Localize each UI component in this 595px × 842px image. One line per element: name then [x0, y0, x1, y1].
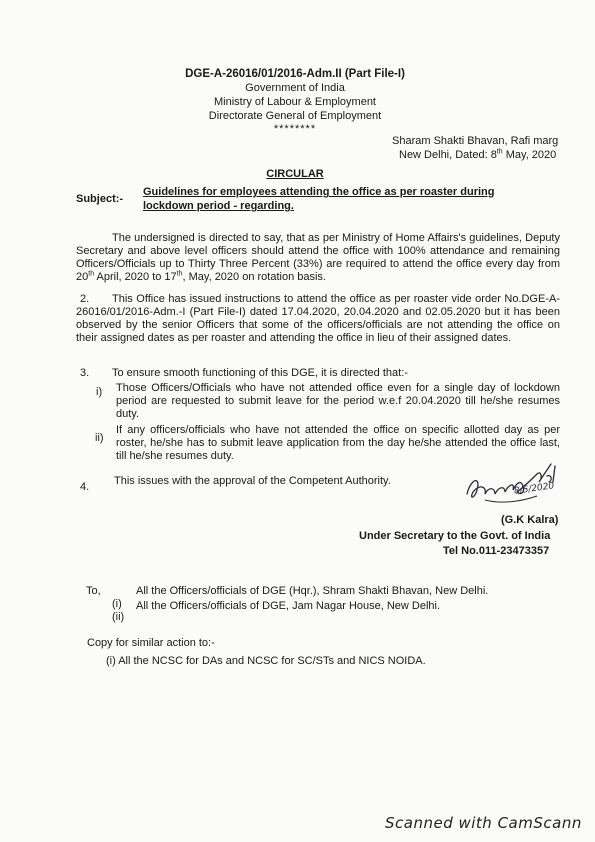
to-item-2-text: All the Officers/officials of DGE, Jam Nagar House, New Delhi.	[136, 600, 441, 612]
org-ministry: Ministry of Labour & Employment	[213, 96, 376, 108]
date-suffix: May, 2020	[502, 149, 557, 161]
signatory-designation: Under Secretary to the Govt. of India	[359, 530, 551, 542]
paragraph-3: To ensure smooth functioning of this DGE, it is directed that:-	[112, 367, 408, 379]
copy-item-1: (i) All the NCSC for DAs and NCSC for SC/STs and NICS NOIDA.	[106, 655, 426, 667]
paragraph-2: This Office has issued instructions to attend the office as per roaster vide order No.DGE-A-26016/01/2016-Adm.-I (Part File-I) dated 17.04.2020, 20.04.2020 and 02.05.2020 but it has been observed by the senior Officers that some of the officers/officials are not attending the office on their assigned dates as per roaster and attending the office in lieu of their assigned dates.	[76, 293, 560, 344]
circular-title: CIRCULAR	[266, 168, 324, 180]
org-government: Government of India	[245, 82, 345, 94]
file-number: DGE-A-26016/01/2016-Adm.II (Part File-I)	[185, 68, 405, 80]
date-sup: th	[496, 148, 503, 156]
to-item-2-number: (ii)	[112, 611, 125, 623]
to-item-1-text: All the Officers/officials of DGE (Hqr.), Shram Shakti Bhavan, New Delhi.	[136, 585, 489, 597]
item-ii-number: ii)	[95, 432, 104, 444]
paragraph-1-c: , May, 2020 on rotation basis.	[182, 270, 326, 283]
place-line: Sharam Shakti Bhavan, Rafi marg	[392, 135, 559, 147]
paragraph-3-number: 3.	[80, 367, 90, 379]
to-item-1-number: (i)	[112, 598, 122, 610]
paragraph-1-sup2: th	[176, 270, 183, 278]
paragraph-4: This issues with the approval of the Competent Authority.	[114, 475, 391, 487]
paragraph-1-b: April, 2020 to 17	[94, 270, 177, 283]
signature-date: 8/5/2020	[513, 481, 555, 497]
date-prefix: New Delhi, Dated: 8	[399, 149, 497, 161]
to-label: To,	[86, 585, 101, 597]
signatory-tel: Tel No.011-23473357	[443, 545, 550, 557]
item-i-text: Those Officers/Officials who have not attended office even for a single day of lockdown period are requested to submit leave for the period w.e.f 20.04.2020 till he/she resumes duty.	[116, 382, 560, 420]
subject-line-2: lockdown period - regarding.	[143, 200, 294, 212]
org-directorate: Directorate General of Employment	[208, 110, 382, 122]
subject-line-1: Guidelines for employees attending the office as per roaster during	[143, 186, 495, 198]
date-line	[399, 149, 589, 162]
paragraph-4-number: 4.	[80, 481, 90, 493]
item-ii-text: If any officers/officials who have not attended the office on specific allotted day as per roster, he/she has to submit leave application from the day he/she attended the office last, till he/she resumes duty.	[116, 424, 560, 462]
paragraph-1	[76, 232, 560, 284]
paragraph-2-number: 2.	[80, 293, 90, 305]
item-i-number: i)	[96, 386, 103, 398]
paragraph-1-sup1: th	[88, 270, 95, 278]
scanner-watermark: Scanned with CamScann	[385, 814, 582, 832]
signatory-name: (G.K Kalra)	[501, 514, 559, 526]
stars-separator: ********	[273, 123, 317, 135]
paragraph-1-a: The undersigned is directed to say, that as per Ministry of Home Affairs's guidelines, Deputy Secretary and above level officers should attend the office with 100% attendance and remaining Officers/Officials up to Thirty Three Percent (33%) are required to attend the office every day from 20	[76, 232, 560, 283]
copy-label: Copy for similar action to:-	[87, 637, 215, 649]
subject-label: Subject:-	[76, 193, 124, 205]
